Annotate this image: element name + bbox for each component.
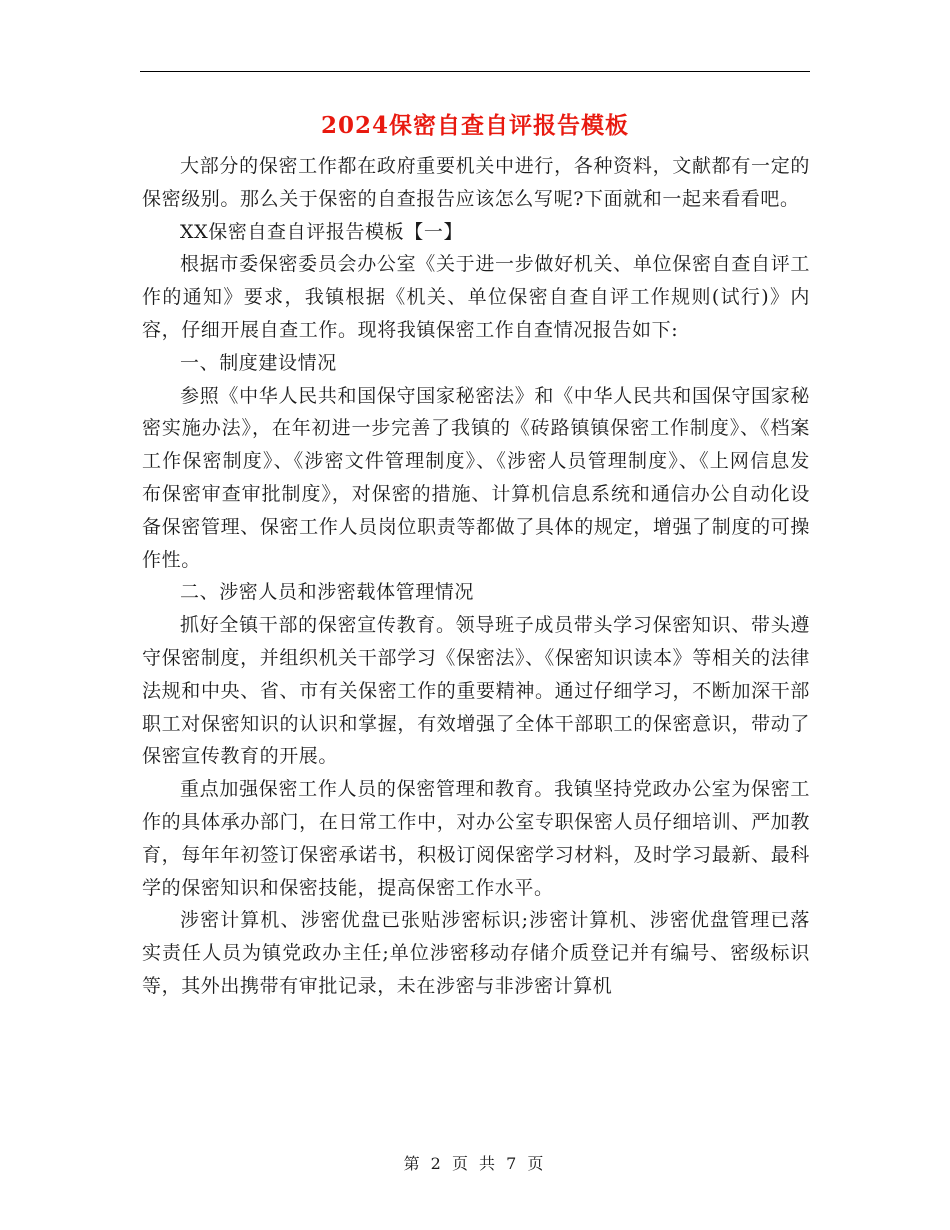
paragraph-system-building: 参照《中华人民共和国保守国家秘密法》和《中华人民共和国保守国家秘密实施办法》，在年初进一步完善了我镇的《砖路镇镇保密工作制度》、《档案工作保密制度》、《涉密文件管理制度》、《涉密人员管理制度》、《上网信息发布保密审查审批制度》，对保密的措施、计算机信息系统和通信办公自动化设备保密管理、保密工作人员岗位职责等都做了具体的规定，增强了制度的可操作性。: [142, 384, 810, 571]
paragraph-staff-management: 重点加强保密工作人员的保密管理和教育。我镇坚持党政办公室为保密工作的具体承办部门，在日常工作中，对办公室专职保密人员仔细培训、严加教育，每年年初签订保密承诺书，积极订阅保密学习材料，及时学习最新、最科学的保密知识和保密技能，提高保密工作水平。: [142, 778, 810, 899]
paragraph-computer-management: 涉密计算机、涉密优盘已张贴涉密标识;涉密计算机、涉密优盘管理已落实责任人员为镇党政办主任;单位涉密移动存储介质登记并有编号、密级标识等，其外出携带有审批记录，未在涉密与非涉密计算机: [142, 909, 810, 997]
paragraph-intro: 大部分的保密工作都在政府重要机关中进行，各种资料，文献都有一定的保密级别。那么关于保密的自查报告应该怎么写呢?下面就和一起来看看吧。: [142, 155, 810, 210]
header-rule: [140, 71, 810, 72]
document-body: [142, 150, 810, 1003]
paragraph-background: 根据市委保密委员会办公室《关于进一步做好机关、单位保密自查自评工作的通知》要求，我镇根据《机关、单位保密自查自评工作规则(试行)》内容，仔细开展自查工作。现将我镇保密工作自查情况报告如下:: [142, 253, 810, 341]
page-number-footer: 第 2 页 共 7 页: [403, 1154, 547, 1173]
section-heading-1: 一、制度建设情况: [180, 351, 337, 374]
section-heading-2: 二、涉密人员和涉密载体管理情况: [180, 581, 475, 604]
paragraph-template-heading: XX保密自查自评报告模板【一】: [180, 220, 464, 243]
document-title: 2024保密自查自评报告模板: [320, 112, 629, 139]
paragraph-education: 抓好全镇干部的保密宣传教育。领导班子成员带头学习保密知识、带头遵守保密制度，并组织机关干部学习《保密法》、《保密知识读本》等相关的法律法规和中央、省、市有关保密工作的重要精神。通过仔细学习，不断加深干部职工对保密知识的认识和掌握，有效增强了全体干部职工的保密意识，带动了保密宣传教育的开展。: [142, 614, 810, 768]
